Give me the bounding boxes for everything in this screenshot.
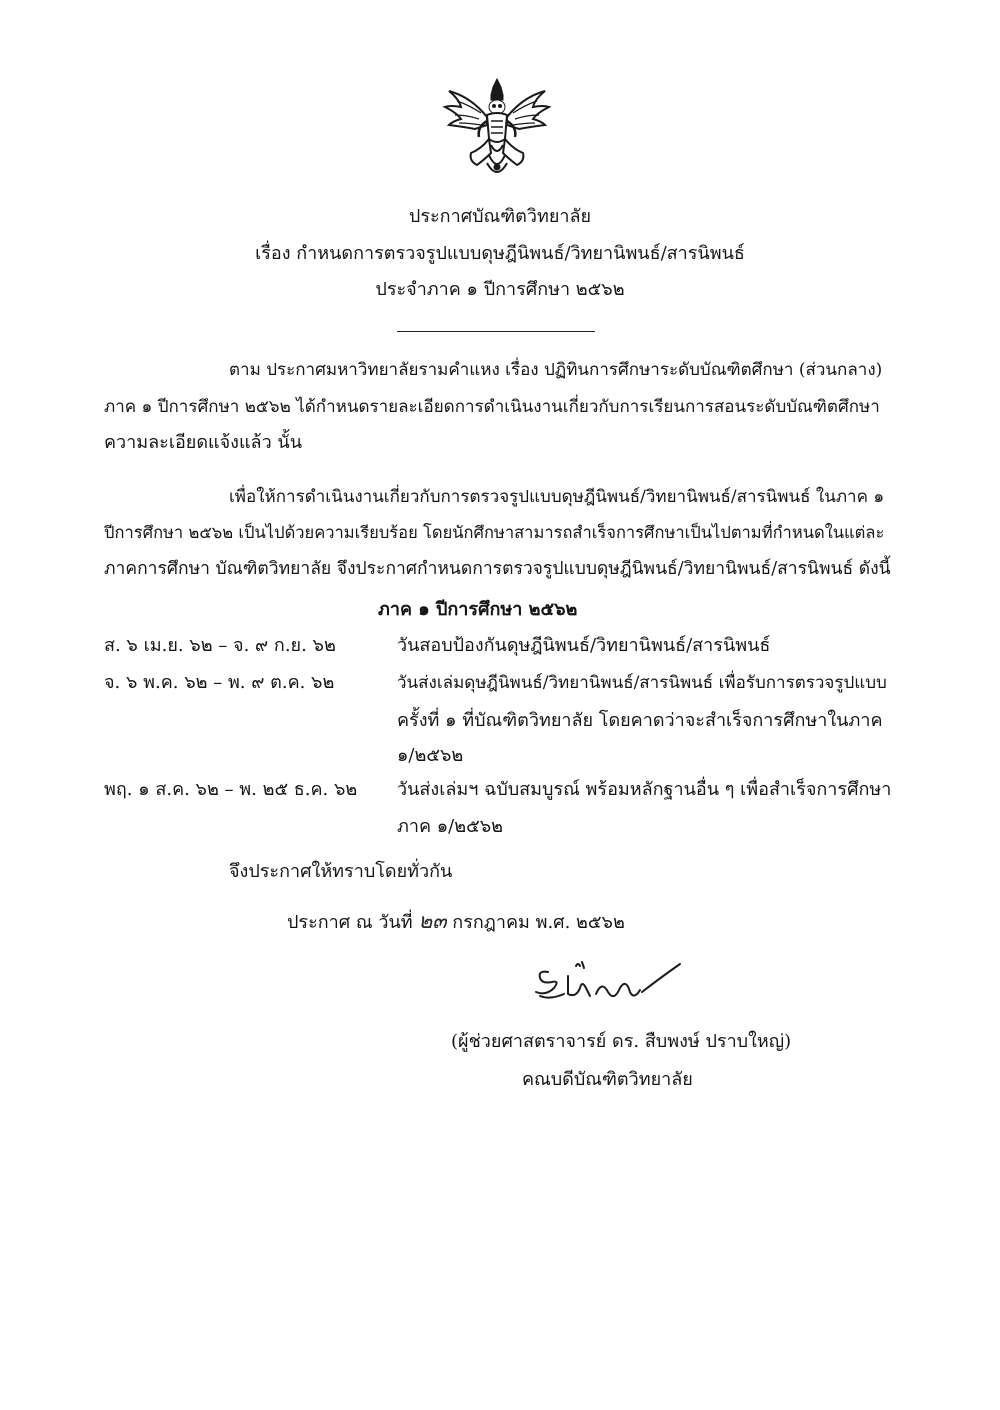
signatory-title: คณบดีบัณฑิตวิทยาลัย — [522, 1069, 693, 1090]
date-suffix: กรกฎาคม พ.ศ. ๒๕๖๒ — [452, 912, 625, 933]
date-prefix: ประกาศ ณ วันที่ — [287, 912, 413, 933]
para1-line2: ภาค ๑ ปีการศึกษา ๒๕๖๒ ได้กำหนดรายละเอียดการดำเนินงานเกี่ยวกับการเรียนการสอนระดับบัณฑิตศึกษา — [104, 397, 880, 417]
signatory-name: (ผู้ช่วยศาสตราจารย์ ดร. สืบพงษ์ ปราบใหญ่) — [451, 1031, 792, 1052]
schedule-row-date: จ. ๖ พ.ค. ๖๒ – พ. ๙ ต.ค. ๖๒ — [104, 672, 335, 693]
schedule-row-desc: วันส่งเล่มฯ ฉบับสมบูรณ์ พร้อมหลักฐานอื่น ๆ เพื่อสำเร็จการศึกษา — [397, 779, 892, 800]
schedule-row-desc: ครั้งที่ ๑ ที่บัณฑิตวิทยาลัย โดยคาดว่าจะสำเร็จการศึกษาในภาค — [397, 710, 883, 731]
para1-line3: ความละเอียดแจ้งแล้ว นั้น — [104, 432, 303, 453]
schedule-row-desc: ภาค ๑/๒๕๖๒ — [397, 816, 504, 837]
closing-announce: จึงประกาศให้ทราบโดยทั่วกัน — [229, 861, 453, 882]
term-line: ประจำภาค ๑ ปีการศึกษา ๒๕๖๒ — [375, 279, 625, 300]
schedule-row-desc: ๑/๒๕๖๒ — [397, 745, 464, 766]
schedule-heading: ภาค ๑ ปีการศึกษา ๒๕๖๒ — [378, 599, 578, 620]
para2-line3: ภาคการศึกษา บัณฑิตวิทยาลัย จึงประกาศกำหนดการตรวจรูปแบบดุษฎีนิพนธ์/วิทยานิพนธ์/สารนิพนธ์ ดังนี้ — [104, 559, 891, 579]
schedule-row-date: ส. ๖ เม.ย. ๖๒ – จ. ๙ ก.ย. ๖๒ — [104, 635, 336, 656]
para1-line1: ตาม ประกาศมหาวิทยาลัยรามคำแหง เรื่อง ปฏิทินการศึกษาระดับบัณฑิตศึกษา (ส่วนกลาง) — [229, 360, 883, 380]
closing-date — [287, 909, 625, 935]
date-day: ๒๓ — [418, 909, 447, 933]
subject-line: เรื่อง กำหนดการตรวจรูปแบบดุษฎีนิพนธ์/วิทยานิพนธ์/สารนิพนธ์ — [255, 243, 745, 264]
garuda-emblem-icon — [441, 77, 553, 181]
handwritten-signature — [530, 958, 700, 1008]
para2-line1: เพื่อให้การดำเนินงานเกี่ยวกับการตรวจรูปแบบดุษฎีนิพนธ์/วิทยานิพนธ์/สารนิพนธ์ ในภาค ๑ — [229, 487, 885, 507]
issuer-title: ประกาศบัณฑิตวิทยาลัย — [408, 206, 592, 227]
para2-line2: ปีการศึกษา ๒๕๖๒ เป็นไปด้วยความเรียบร้อย โดยนักศึกษาสามารถสำเร็จการศึกษาเป็นไปตามที่กำหนดในแต่ละ — [104, 523, 885, 542]
schedule-row-desc: วันส่งเล่มดุษฎีนิพนธ์/วิทยานิพนธ์/สารนิพนธ์ เพื่อรับการตรวจรูปแบบ — [397, 673, 887, 693]
header-divider — [397, 331, 595, 332]
schedule-row-date: พฤ. ๑ ส.ค. ๖๒ – พ. ๒๕ ธ.ค. ๖๒ — [104, 779, 358, 800]
schedule-row-desc: วันสอบป้องกันดุษฎีนิพนธ์/วิทยานิพนธ์/สารนิพนธ์ — [397, 635, 771, 656]
